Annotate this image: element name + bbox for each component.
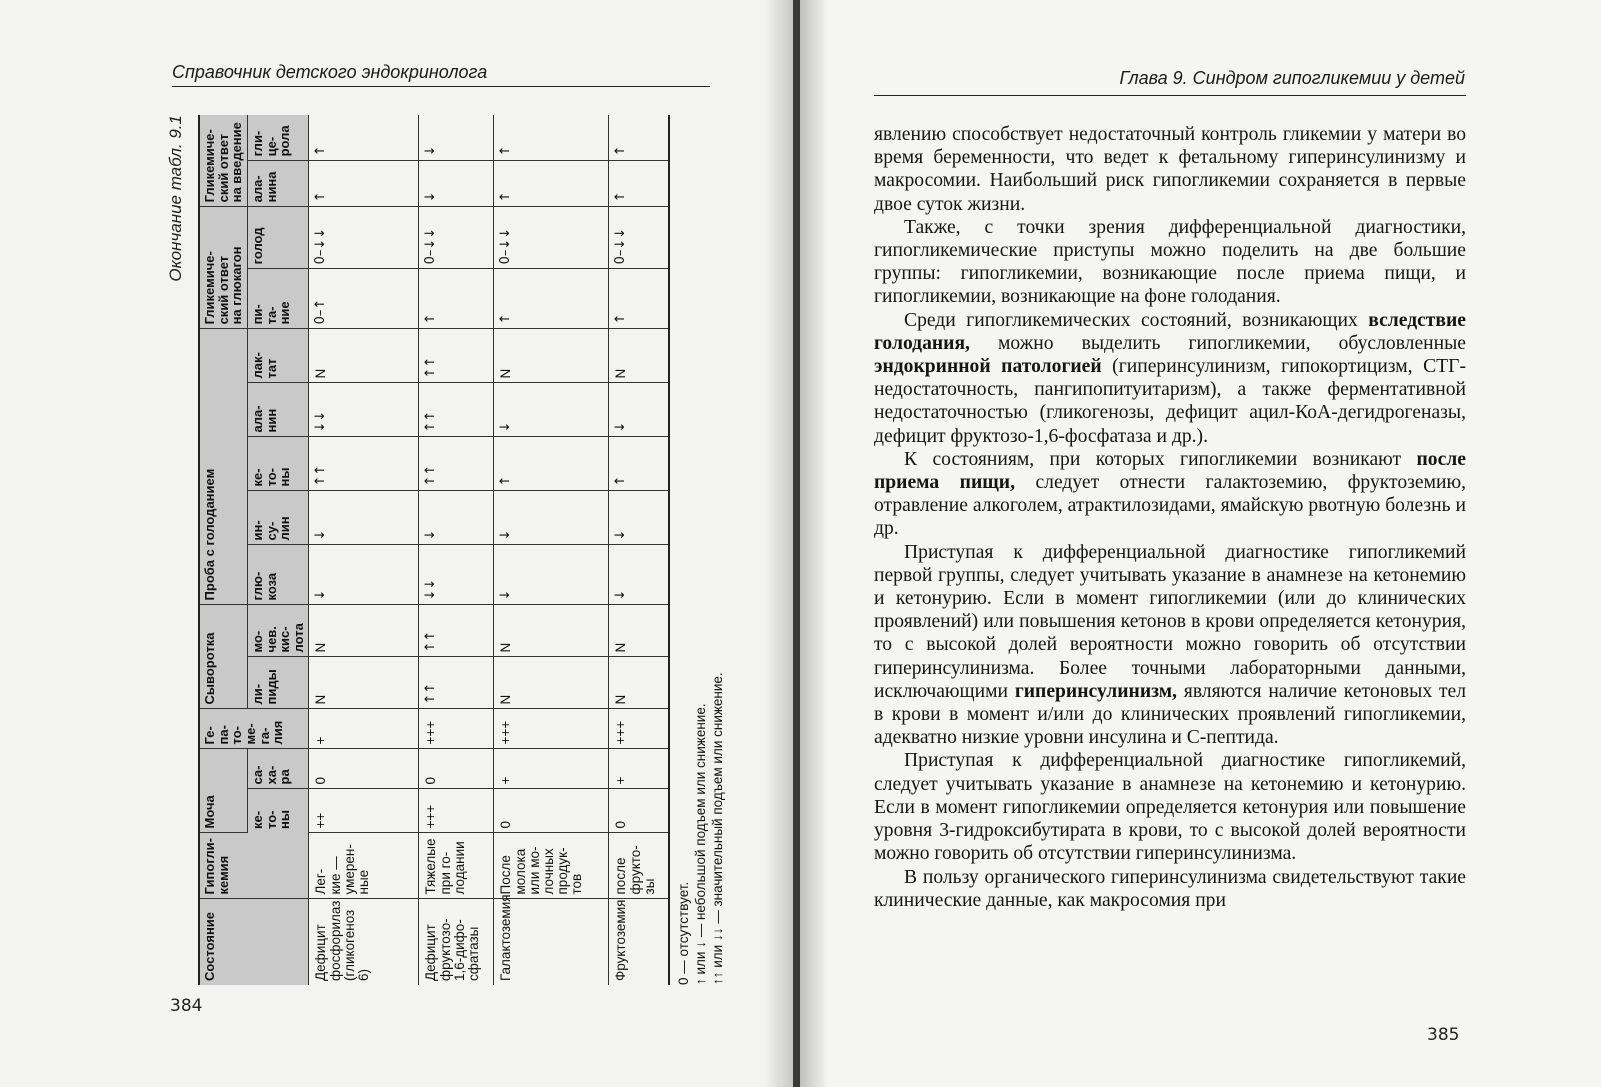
cell-urine-ketones: 0: [494, 789, 609, 833]
cell-lactate: N: [309, 329, 419, 383]
cell-response-glycerol: ↓: [419, 115, 494, 161]
body-paragraph: [874, 866, 1466, 912]
cell-urine-ketones: 0: [609, 789, 669, 833]
cell-urine-sugar: 0: [309, 749, 419, 789]
body-text: [874, 123, 1466, 912]
cell-alanine: ↓: [609, 383, 669, 437]
cell-ketones: ↑: [609, 437, 669, 491]
bold-phrase: эндокринной патологией: [874, 356, 1102, 378]
differential-table: [198, 115, 670, 985]
body-paragraph: [874, 541, 1466, 750]
page-number-left: 384: [170, 996, 203, 1016]
cell-hunger: 0–↓↓: [309, 207, 419, 269]
header-rule-left: [172, 86, 710, 87]
cell-hunger: 0–↓↓: [419, 207, 494, 269]
cell-state: Галактоземия: [494, 899, 609, 985]
rotated-table-block: [166, 115, 725, 985]
cell-uric-acid: N: [494, 605, 609, 657]
text-run: Среди гипогликемических состояний, возникающих: [904, 309, 1369, 331]
cell-alanine: ↓: [494, 383, 609, 437]
cell-urine-sugar: 0: [419, 749, 494, 789]
cell-lactate: N: [609, 329, 669, 383]
cell-glucose: ↓: [609, 545, 669, 605]
table-note: 0 — отсутствует.: [675, 881, 691, 985]
cell-lactate: N: [494, 329, 609, 383]
cell-response-glycerol: ↑: [309, 115, 419, 161]
body-paragraph: [874, 216, 1466, 309]
cell-response-alanine: ↑: [309, 161, 419, 207]
cell-state: Дефицит фруктозо- 1,6-дифо- сфатазы: [419, 899, 494, 985]
table-notes: [676, 115, 727, 985]
cell-state: Дефицит фосфорилаз (гликогеноз 6): [309, 899, 419, 985]
th-fasting-lactate: лак- тат: [247, 329, 309, 383]
text-run: К состояниям, при которых гипогликемии возникают: [904, 448, 1417, 470]
table-header-row-1: [199, 115, 247, 985]
cell-hypoglycemia: После молока или мо- лочных продук- тов: [494, 833, 609, 899]
cell-response-alanine: ↑: [494, 161, 609, 207]
th-serum-lipids: ли- пиды: [247, 657, 309, 709]
cell-glucose: ↓: [309, 545, 419, 605]
cell-response-glycerol: ↑: [494, 115, 609, 161]
th-hepatomegaly: Ге- па- то- ме- га- лия: [199, 709, 309, 749]
cell-response-alanine: ↓: [419, 161, 494, 207]
cell-hypoglycemia: Лег- кие — умерен- ные: [309, 833, 419, 899]
cell-lipids: N: [494, 657, 609, 709]
cell-urine-sugar: +: [494, 749, 609, 789]
cell-glucose: ↓: [494, 545, 609, 605]
cell-hypoglycemia: Тяжелые при го- лодании: [419, 833, 494, 899]
th-urine-ketones: ке- то- ны: [247, 789, 309, 833]
text-run: следует отнести галактоземию, фруктоземию, отравление алкоголем, атрактилозидами, ямайскую рвотную болезнь и др.: [874, 472, 1466, 540]
running-head-right: Глава 9. Синдром гипогликемии у детей: [1119, 68, 1465, 88]
text-run: (гиперинсулинизм, гипокортицизм, СТГ-недостаточность, пангипопитуитаризм), а также ферментативной недостаточностью (гликогенозы, дефицит ацил-КоА-дегидрогеназы, дефицит фруктозо-1,6-фосфатаза и др.).: [874, 356, 1467, 447]
cell-glucose: ↓↓: [419, 545, 494, 605]
table-note: ↑ или ↓ — небольшой подъем или снижение.: [692, 703, 708, 985]
body-paragraph: [874, 448, 1466, 541]
body-paragraph: [874, 749, 1466, 865]
page-number-right: 385: [1427, 1025, 1460, 1045]
cell-alanine: ↑↑: [419, 383, 494, 437]
th-response-glycerol: гли- це- рола: [247, 115, 309, 161]
th-serum-uric-acid: мо- чев. кис- лота: [247, 605, 309, 657]
cell-hypoglycemia: после фрукто- зы: [609, 833, 669, 899]
cell-lipids: N: [609, 657, 669, 709]
cell-insulin: ↓: [609, 491, 669, 545]
th-fasting-glucose: глю- коза: [247, 545, 309, 605]
text-run: можно выделить гипогликемии, обусловленные: [969, 332, 1466, 354]
cell-ketones: ↑: [494, 437, 609, 491]
table-row: [419, 115, 494, 985]
cell-state: Фруктоземия: [609, 899, 669, 985]
cell-urine-ketones: ++: [309, 789, 419, 833]
cell-insulin: ↓: [309, 491, 419, 545]
table-caption: Окончание табл. 9.1: [166, 115, 185, 282]
cell-alanine: ↓↓: [309, 383, 419, 437]
text-run: В пользу органического гиперинсулинизма свидетельствуют такие клинические данные, как макросомия при: [874, 866, 1466, 911]
th-glucagon-hunger: голод: [247, 207, 309, 269]
cell-urine-sugar: +: [609, 749, 669, 789]
text-run: являются наличие кетоновых тел в крови в момент и/или до клинических проявлений гипогликемии, адекватно низкие уровни инсулина и С-пептида.: [874, 680, 1467, 749]
th-hypoglycemia: Гипогли- кемия: [199, 833, 309, 899]
th-fasting-insulin: ин- су- лин: [247, 491, 309, 545]
cell-lactate: ↑↑: [419, 329, 494, 383]
text-run: Приступая к дифференциальной диагностике гипогликемий первой группы, следует учитывать указание в анамнезе на кетонемию и кетонурию. Если в момент гипогликемии (или до клинических проявлений) или повышения кетонов в крови определяется кетонурия, то с высокой долей вероятности можно говорить об отсутствии гиперинсулинизма. Более точными лабораторными данными, исключающими: [874, 541, 1466, 702]
table-row: [609, 115, 669, 985]
table-note: ↑↑ или ↓↓ — значительный подъем или снижение.: [709, 672, 725, 985]
cell-uric-acid: N: [309, 605, 419, 657]
gutter-shadow-right: [800, 0, 828, 1087]
cell-feeding: 0–↑: [309, 269, 419, 329]
cell-response-glycerol: ↑: [609, 115, 669, 161]
body-paragraph: [874, 123, 1466, 216]
table-row: [494, 115, 609, 985]
th-response-alanine: ала- нина: [247, 161, 309, 207]
th-glucagon-feeding: пи- та- ние: [247, 269, 309, 329]
th-fasting-ketones: ке- то- ны: [247, 437, 309, 491]
cell-hunger: 0–↓↓: [494, 207, 609, 269]
cell-insulin: ↓: [419, 491, 494, 545]
cell-feeding: ↑: [419, 269, 494, 329]
cell-hunger: 0–↓↓: [609, 207, 669, 269]
cell-ketones: ↑↑: [309, 437, 419, 491]
right-page: [800, 0, 1601, 1087]
table-row: [309, 115, 419, 985]
text-run: явлению способствует недостаточный контроль гликемии у матери во время беременности, что ведет к фетальному гиперинсулинизму и макросомии. Наибольший риск гипогликемии сохраняется в первые двое суток жизни.: [874, 124, 1466, 215]
th-state: Состояние: [199, 899, 309, 985]
cell-feeding: ↑: [609, 269, 669, 329]
th-serum: Сыворотка: [199, 605, 247, 709]
header-rule-right: [874, 95, 1466, 96]
th-fasting-alanine: ала- нин: [247, 383, 309, 437]
cell-urine-ketones: +++: [419, 789, 494, 833]
cell-insulin: ↓: [494, 491, 609, 545]
th-glucagon-response: Гликемиче- ский ответ на глюкагон: [199, 207, 247, 329]
bold-phrase: гиперинсулинизм,: [1014, 680, 1177, 702]
cell-uric-acid: N: [609, 605, 669, 657]
cell-feeding: ↑: [494, 269, 609, 329]
cell-hepatomegaly: +++: [494, 709, 609, 749]
cell-hepatomegaly: +++: [419, 709, 494, 749]
body-paragraph: [874, 309, 1466, 448]
text-run: Приступая к дифференциальной диагностике гипогликемий, следует учитывать указание в анамнезе на кетонемию и кетонурию. Если в момент гипогликемии определяется кетонурия или повышение уровня 3-гидроксибутирата в крови, то с высокой долей вероятности можно говорить об отсутствии гиперинсулинизма.: [874, 750, 1466, 865]
cell-hepatomegaly: +++: [609, 709, 669, 749]
text-run: Также, с точки зрения дифференциальной диагностики, гипогликемические приступы можно поделить на две большие группы: гипогликемии, возникающие после приема пищи, и гипогликемии, возникающие на фоне голодания.: [874, 216, 1466, 308]
cell-lipids: N: [309, 657, 419, 709]
cell-response-alanine: ↑: [609, 161, 669, 207]
left-page: [0, 0, 793, 1087]
cell-uric-acid: ↑↑: [419, 605, 494, 657]
bold-phrase: вследствие голодания,: [874, 309, 1466, 354]
th-urine: Моча: [199, 749, 247, 833]
cell-hepatomegaly: +: [309, 709, 419, 749]
gutter-shadow-left: [765, 0, 793, 1087]
th-fasting-test: Проба с голоданием: [199, 329, 247, 605]
cell-lipids: ↑↑: [419, 657, 494, 709]
running-head-left: Справочник детского эндокринолога: [172, 62, 488, 82]
cell-ketones: ↑↑: [419, 437, 494, 491]
bold-phrase: после приема пищи,: [874, 448, 1466, 494]
th-glycemic-response: Гликемиче- ский ответ на введение: [199, 115, 247, 207]
th-urine-sugar: са- ха- ра: [247, 749, 309, 789]
